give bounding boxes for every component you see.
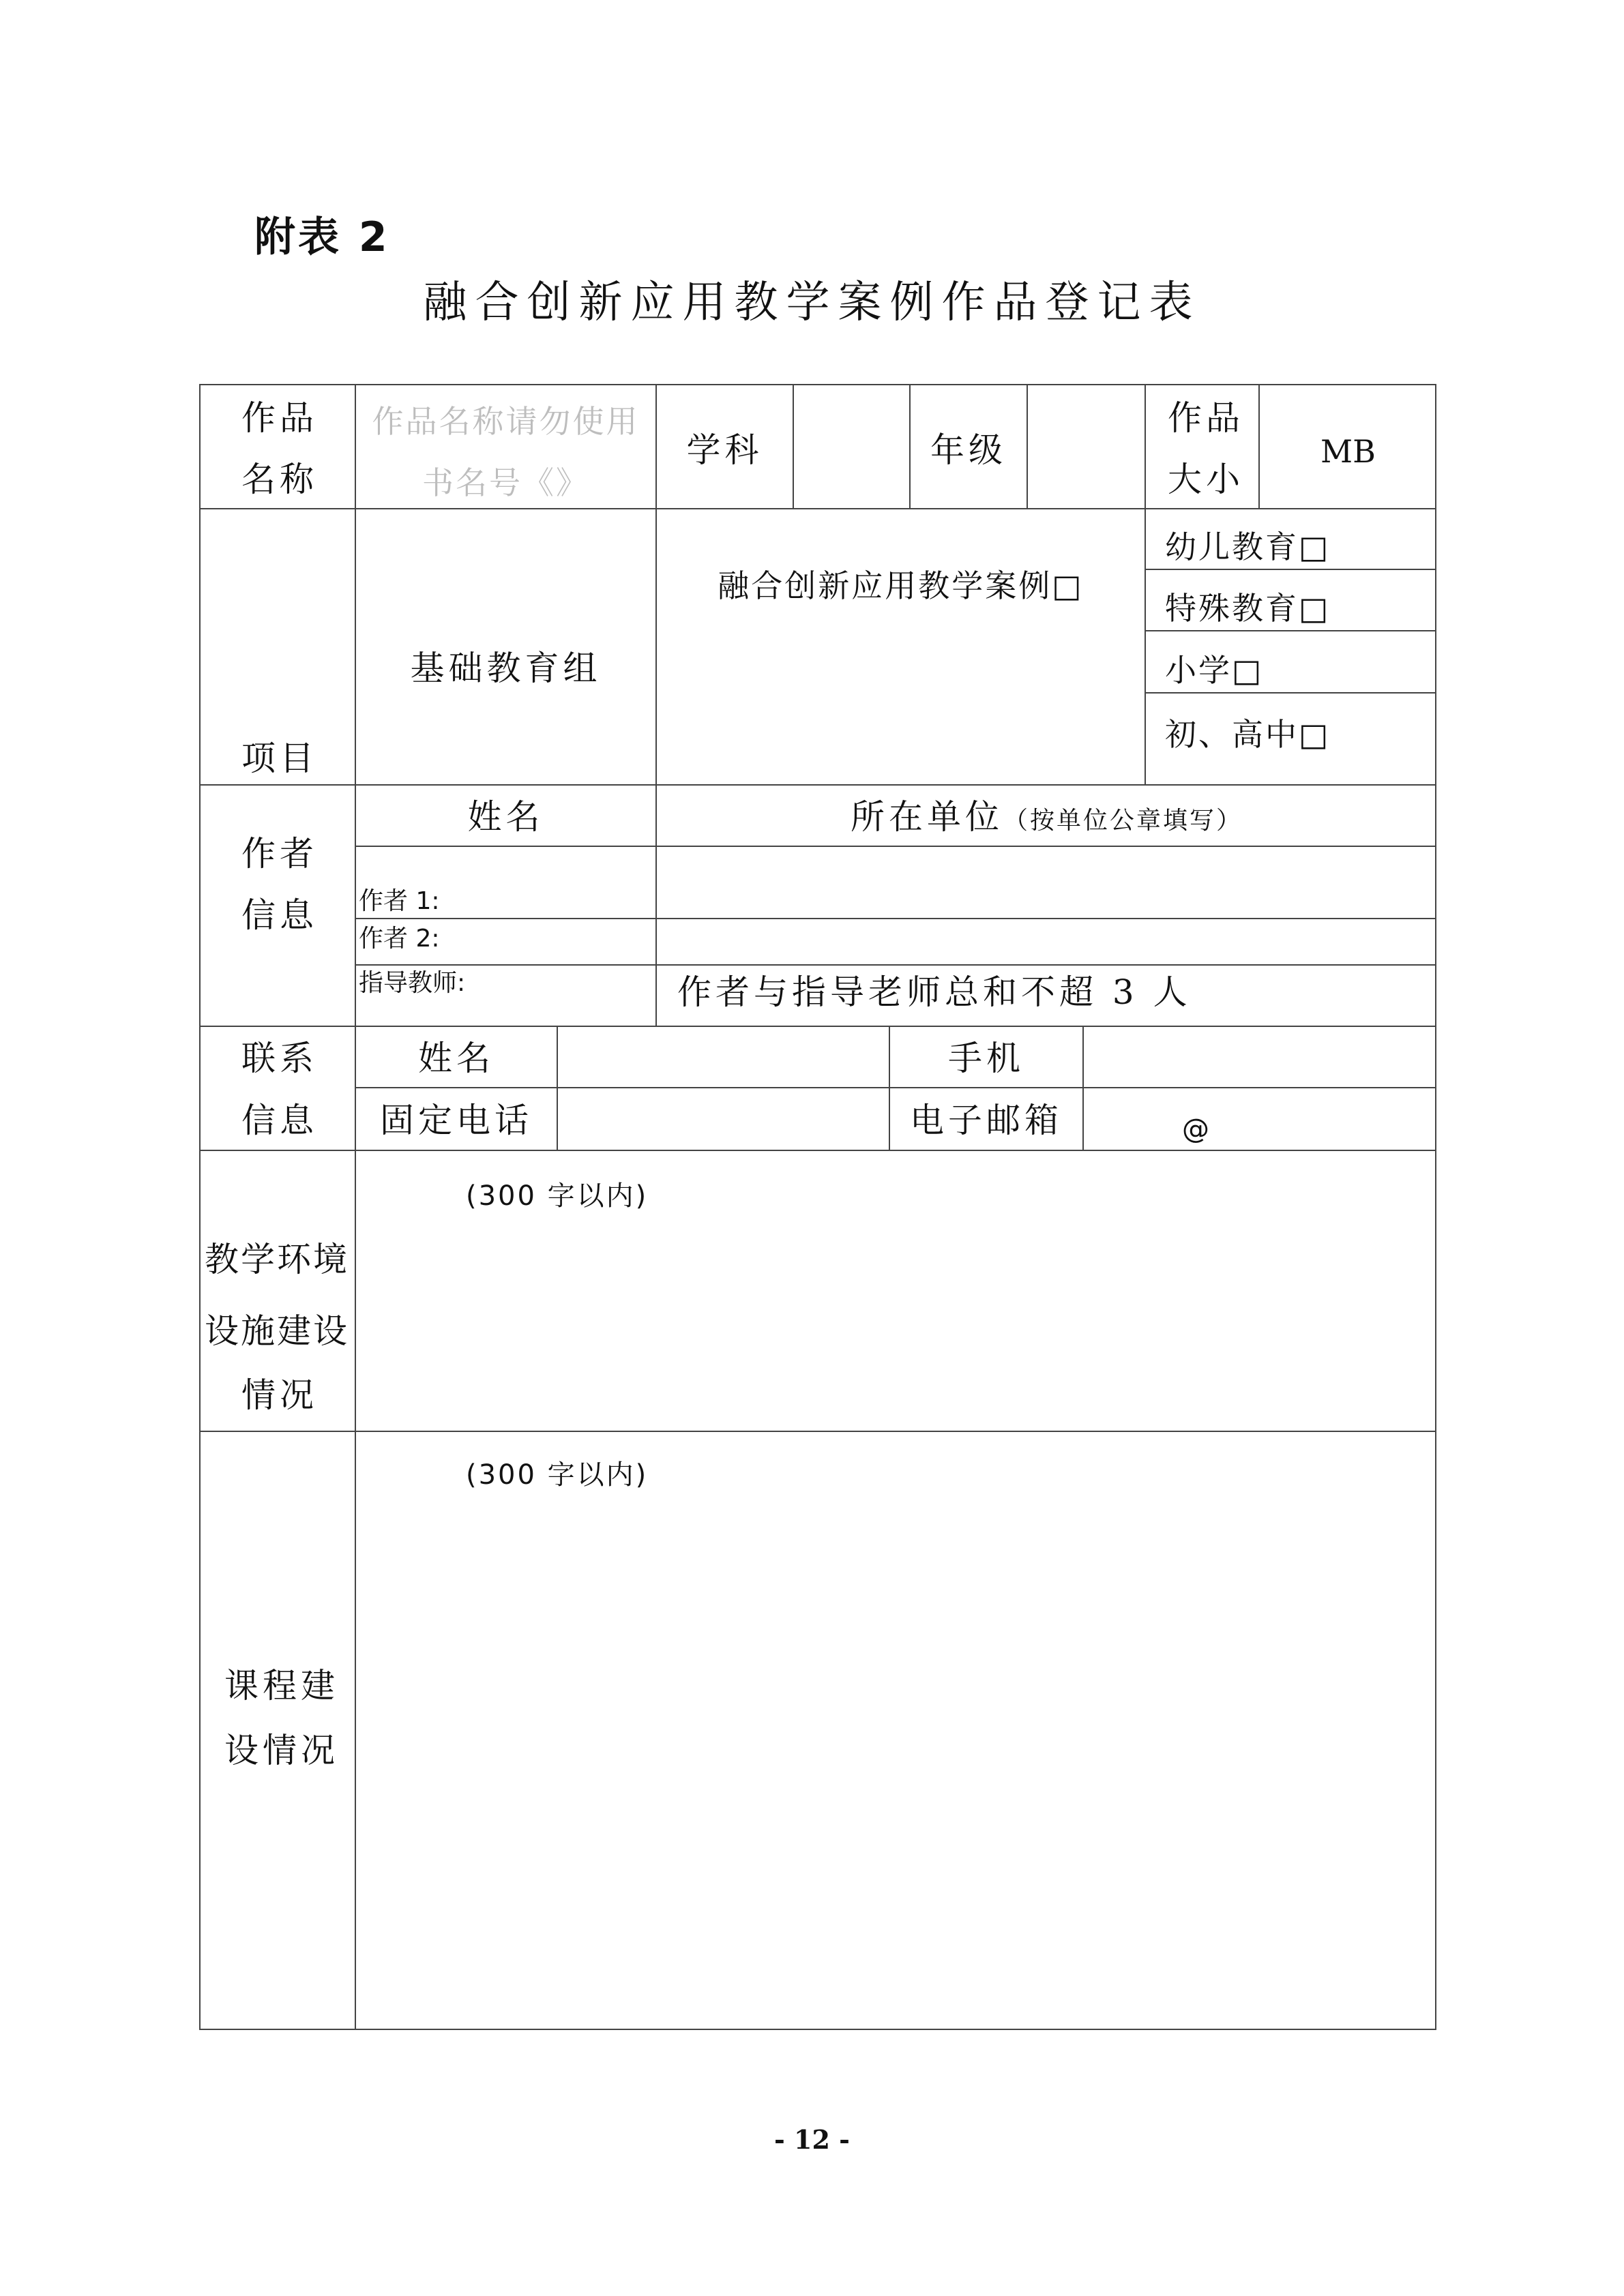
work-name-input[interactable]: 作品名称请勿使用 [372,403,640,440]
column-divider [655,384,657,1026]
contact-info-label: 信息 [241,1101,318,1140]
row-divider [199,1026,1436,1027]
contact-email-label: 电子邮箱 [910,1101,1063,1140]
contact-mobile-label: 手机 [948,1039,1024,1078]
level-checkbox-special-education[interactable]: 特殊教育□ [1165,590,1331,627]
author-name-header: 姓名 [467,797,544,837]
course-label: 设情况 [224,1731,339,1770]
work-size-label: 作品 [1168,398,1244,438]
page-number: - 12 - [774,2124,850,2155]
advisor-label: 指导教师: [359,969,466,997]
category-checkbox-option[interactable]: 融合创新应用教学案例□ [718,567,1084,604]
level-checkbox-secondary[interactable]: 初、高中□ [1165,716,1331,753]
row-divider [199,1431,1436,1432]
work-name-input[interactable]: 书名号《》 [422,464,589,501]
course-word-limit-hint: (300 字以内) [466,1459,649,1491]
contact-phone-label: 固定电话 [380,1101,533,1140]
unit-header-note: （按单位公章填写） [1003,807,1243,835]
work-name-label: 名称 [241,460,318,499]
work-size-input[interactable]: MB [1320,433,1376,470]
env-label: 情况 [241,1375,318,1415]
column-divider [1082,1026,1084,1150]
contact-info-label: 联系 [241,1039,318,1078]
column-divider [1145,384,1146,785]
course-label: 课程建 [224,1666,339,1705]
author-unit-header [657,796,1436,837]
env-label: 教学环境 [205,1240,349,1279]
row-divider [355,918,1436,919]
project-label: 项目 [241,739,318,778]
subject-input[interactable] [794,430,909,471]
env-word-limit-hint: (300 字以内) [466,1180,649,1212]
project-group: 基础教育组 [410,648,602,688]
row-divider [355,964,1436,966]
column-divider [355,384,356,2030]
row-divider [1145,630,1436,631]
author-2-label: 作者 2: [359,925,440,953]
subject-label: 学科 [686,430,763,470]
grade-input[interactable] [1028,430,1145,471]
author-info-label: 信息 [241,895,318,935]
work-name-label: 作品 [241,398,318,438]
row-divider [355,1087,1436,1088]
grade-label: 年级 [930,430,1007,470]
email-at-symbol: @ [1182,1114,1209,1145]
form-title: 融合创新应用教学案例作品登记表 [423,278,1201,328]
row-divider [1145,569,1436,570]
work-size-label: 大小 [1168,460,1244,499]
author-1-label: 作者 1: [359,887,440,915]
author-info-label: 作者 [241,834,318,874]
env-label: 设施建设 [205,1311,349,1351]
row-divider [199,784,1436,786]
column-divider [557,1026,558,1150]
unit-header-text: 所在单位 [850,797,1003,837]
attachment-label: 附表 2 [254,213,390,261]
author-limit-note: 作者与指导老师总和不超 3 人 [677,972,1192,1012]
row-divider [355,846,1436,847]
level-checkbox-primary[interactable]: 小学□ [1165,652,1264,689]
contact-name-label: 姓名 [418,1039,494,1078]
row-divider [199,508,1436,509]
level-checkbox-kindergarten[interactable]: 幼儿教育□ [1165,528,1331,565]
row-divider [199,1150,1436,1151]
row-divider [1145,692,1436,694]
